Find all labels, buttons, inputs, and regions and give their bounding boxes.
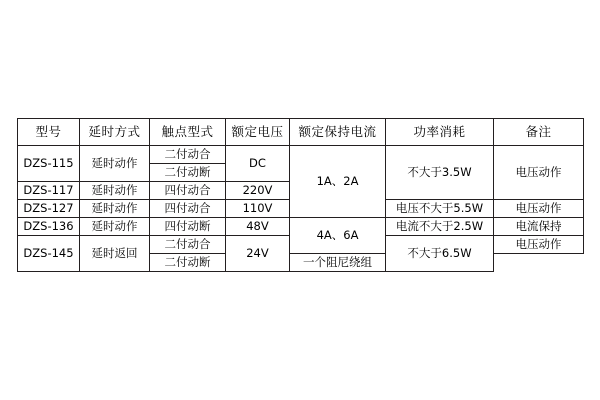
cell-power-consumption: 电压不大于5.5W	[386, 200, 494, 218]
header-delay-mode: 延时方式	[80, 119, 150, 146]
header-contact-type: 触点型式	[150, 119, 226, 146]
header-rated-holding-current: 额定保持电流	[290, 119, 386, 146]
cell-model: DZS-115	[18, 146, 80, 182]
cell-rated-voltage: 24V	[226, 236, 290, 272]
cell-rated-voltage: 110V	[226, 200, 290, 218]
cell-delay-mode: 延时动作	[80, 146, 150, 182]
cell-rated-voltage: 48V	[226, 218, 290, 236]
cell-remarks: 电压动作	[494, 146, 584, 200]
cell-delay-mode: 延时返回	[80, 236, 150, 272]
cell-delay-mode: 延时动作	[80, 200, 150, 218]
cell-rated-holding-current: 4A、6A	[290, 218, 386, 254]
cell-contact-type: 二付动合	[150, 146, 226, 164]
cell-rated-holding-current: 1A、2A	[290, 146, 386, 218]
cell-power-consumption: 不大于3.5W	[386, 146, 494, 200]
cell-remarks: 电压动作	[494, 200, 584, 218]
cell-delay-mode: 延时动作	[80, 182, 150, 200]
cell-model: DZS-127	[18, 200, 80, 218]
cell-contact-type: 四付动断	[150, 218, 226, 236]
cell-power-consumption: 不大于6.5W	[386, 236, 494, 272]
cell-contact-type: 二付动断	[150, 164, 226, 182]
table-header-row	[18, 119, 584, 146]
header-power-consumption: 功率消耗	[386, 119, 494, 146]
cell-contact-type: 四付动合	[150, 200, 226, 218]
header-model: 型号	[18, 119, 80, 146]
cell-remarks: 电压动作	[494, 236, 584, 254]
cell-model: DZS-117	[18, 182, 80, 200]
cell-remarks: 电流保持	[494, 218, 584, 236]
cell-model: DZS-136	[18, 218, 80, 236]
table-row	[18, 218, 584, 236]
cell-contact-type: 二付动合	[150, 236, 226, 254]
cell-model: DZS-145	[18, 236, 80, 272]
cell-contact-type: 四付动合	[150, 182, 226, 200]
cell-remarks: 一个阻尼绕组	[290, 254, 386, 272]
header-rated-voltage: 额定电压	[226, 119, 290, 146]
cell-rated-voltage: 220V	[226, 182, 290, 200]
specification-table	[17, 118, 584, 272]
cell-power-consumption: 电流不大于2.5W	[386, 218, 494, 236]
table-row	[18, 146, 584, 164]
header-remarks: 备注	[494, 119, 584, 146]
cell-contact-type: 二付动断	[150, 254, 226, 272]
cell-delay-mode: 延时动作	[80, 218, 150, 236]
cell-rated-voltage: DC	[226, 146, 290, 182]
